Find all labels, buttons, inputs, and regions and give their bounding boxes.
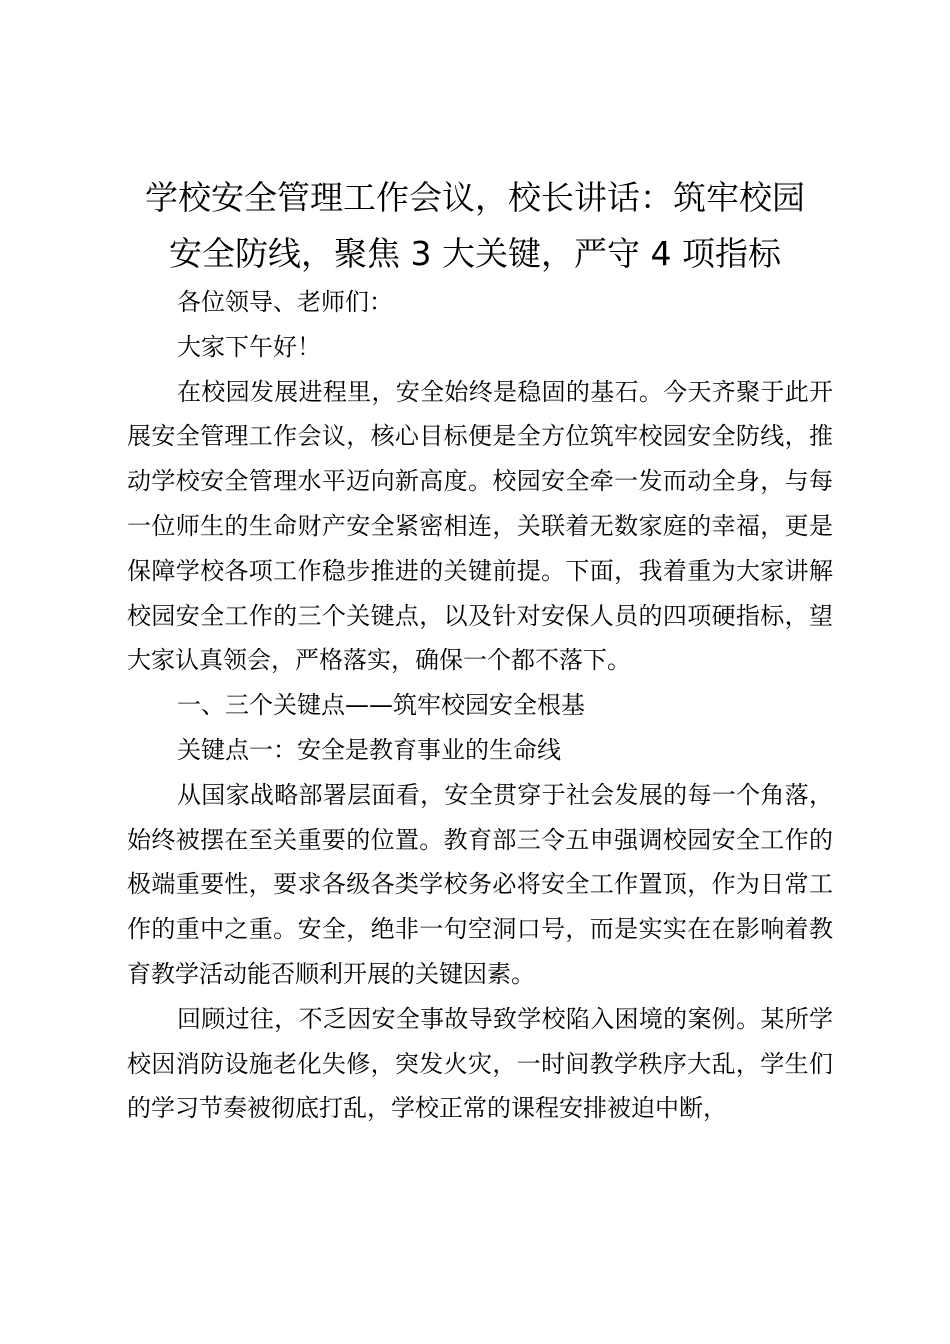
- title-line-2: 安全防线，聚焦 3 大关键，严守 4 项指标: [169, 234, 781, 273]
- document-title: [100, 170, 850, 282]
- body-paragraph: 从国家战略部署层面看，安全贯穿于社会发展的每一个角落，始终被摆在至关重要的位置。教育部三令五申强调校园安全工作的极端重要性，要求各级各类学校务必将安全工作置顶，作为日常工作的重中之重。安全，绝非一句空洞口号，而是实实在在影响着教育教学活动能否顺利开展的关键因素。: [127, 780, 833, 988]
- document-body: [127, 280, 833, 1131]
- title-line-1: 学校安全管理工作会议，校长讲话：筑牢校园: [145, 178, 805, 217]
- greeting: 大家下午好！: [177, 332, 321, 361]
- salutation: 各位领导、老师们：: [177, 288, 393, 316]
- subsection-heading: 关键点一：安全是教育事业的生命线: [177, 735, 561, 764]
- intro-paragraph: 在校园发展进程里，安全始终是稳固的基石。今天齐聚于此开展安全管理工作会议，核心目标便是全方位筑牢校园安全防线，推动学校安全管理水平迈向新高度。校园安全牵一发而动全身，与每一位师生的生命财产安全紧密相连，关联着无数家庭的幸福，更是保障学校各项工作稳步推进的关键前提。下面，我着重为大家讲解校园安全工作的三个关键点，以及针对安保人员的四项硬指标，望大家认真领会，严格落实，确保一个都不落下。: [127, 377, 833, 675]
- section-heading: 一、三个关键点——筑牢校园安全根基: [177, 691, 585, 720]
- body-paragraph: 回顾过往，不乏因安全事故导致学校陷入困境的案例。某所学校因消防设施老化失修，突发火灾，一时间教学秩序大乱，学生们的学习节奏被彻底打乱，学校正常的课程安排被迫中断，: [127, 1004, 833, 1123]
